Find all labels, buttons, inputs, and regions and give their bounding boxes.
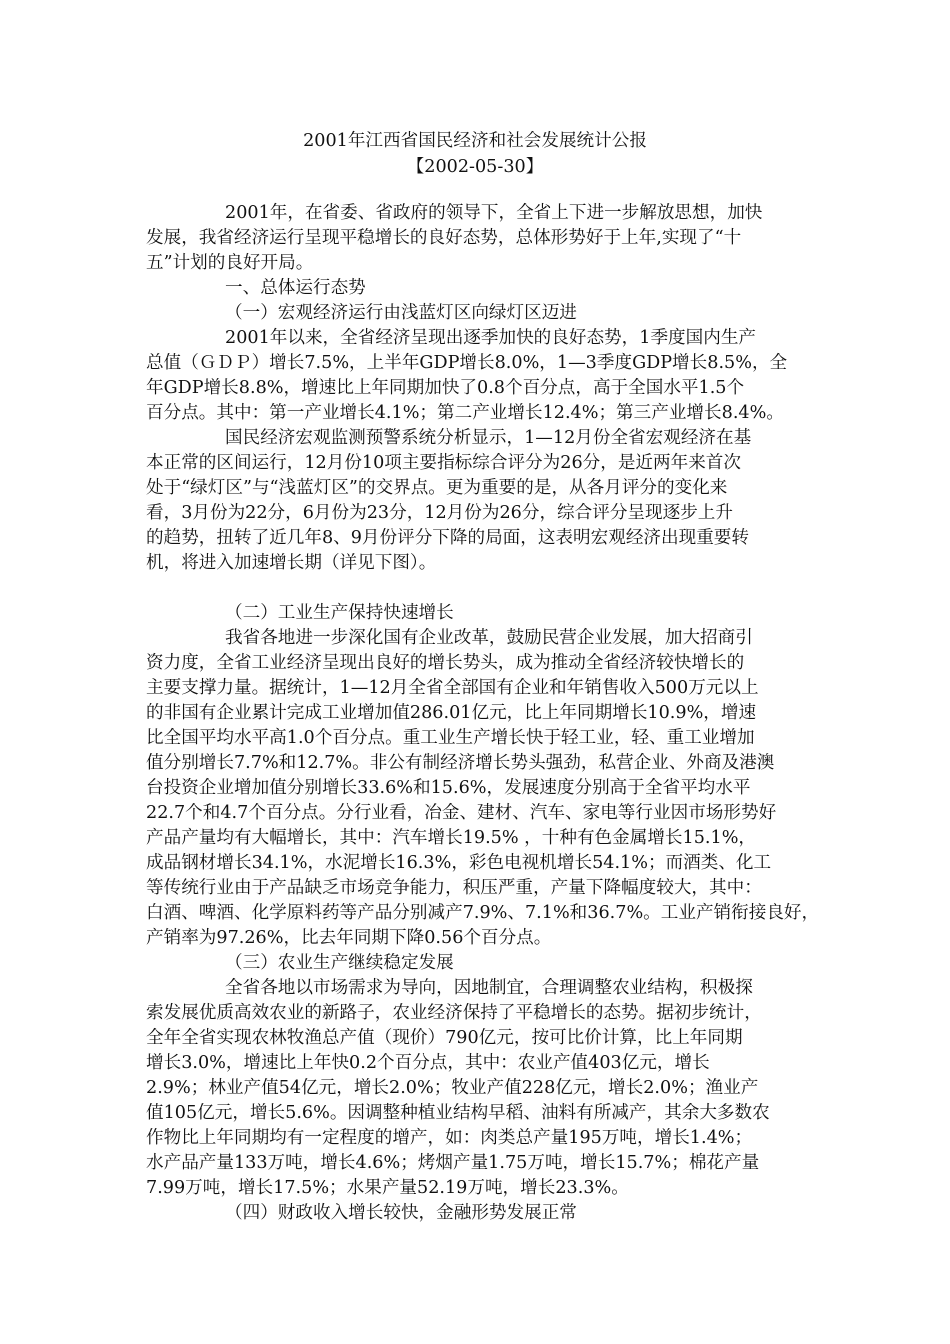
paragraph-line: 总值（ＧＤＰ）增长7.5%，上半年GDP增长8.0%，1—3季度GDP增长8.5%，全 bbox=[146, 353, 788, 373]
paragraph-line: 台投资企业增加值分别增长33.6%和15.6%，发展速度分别高于全省平均水平 bbox=[146, 778, 751, 798]
paragraph-line: 值分别增长7.7%和12.7%。非公有制经济增长势头强劲，私营企业、外商及港澳 bbox=[146, 753, 775, 773]
paragraph-line: 2001年以来，全省经济呈现出逐季加快的良好态势，1季度国内生产 bbox=[225, 328, 757, 348]
paragraph-line: 白酒、啤酒、化学原料药等产品分别减产7.9%、7.1%和36.7%。工业产销衔接良好， bbox=[146, 903, 820, 923]
section-heading: 一、总体运行态势 bbox=[225, 278, 366, 298]
paragraph-line: 我省各地进一步深化国有企业改革，鼓励民营企业发展，加大招商引 bbox=[225, 628, 753, 648]
publish-date: 【2002-05-30】 bbox=[406, 157, 544, 177]
paragraph-line: 五”计划的良好开局。 bbox=[146, 253, 314, 273]
paragraph-line: 本正常的区间运行，12月份10项主要指标综合评分为26分，是近两年来首次 bbox=[146, 453, 741, 473]
section-heading: （三）农业生产继续稳定发展 bbox=[225, 953, 454, 973]
paragraph-line: 2.9%；林业产值54亿元，增长2.0%；牧业产值228亿元，增长2.0%；渔业产 bbox=[146, 1078, 759, 1098]
paragraph-line: 处于“绿灯区”与“浅蓝灯区”的交界点。更为重要的是，从各月评分的变化来 bbox=[146, 478, 728, 498]
paragraph-line: 机，将进入加速增长期（详见下图）。 bbox=[146, 553, 437, 573]
paragraph-line: 全年全省实现农林牧渔总产值（现价）790亿元，按可比价计算，比上年同期 bbox=[146, 1028, 743, 1048]
paragraph-line: 7.99万吨，增长17.5%；水果产量52.19万吨，增长23.3%。 bbox=[146, 1178, 629, 1198]
paragraph-line: 看，3月份为22分，6月份为23分，12月份为26分，综合评分呈现逐步上升 bbox=[146, 503, 733, 523]
section-heading: （二）工业生产保持快速增长 bbox=[225, 603, 454, 623]
section-heading: （一）宏观经济运行由浅蓝灯区向绿灯区迈进 bbox=[225, 303, 577, 323]
paragraph-line: 年GDP增长8.8%，增速比上年同期加快了0.8个百分点，高于全国水平1.5个 bbox=[146, 378, 745, 398]
paragraph-line: 发展，我省经济运行呈现平稳增长的良好态势，总体形势好于上年,实现了“十 bbox=[146, 228, 742, 248]
paragraph-line: 产销率为97.26%，比去年同期下降0.56个百分点。 bbox=[146, 928, 552, 948]
paragraph-line: 国民经济宏观监测预警系统分析显示，1—12月份全省宏观经济在基 bbox=[225, 428, 752, 448]
paragraph-line: 比全国平均水平高1.0个百分点。重工业生产增长快于轻工业，轻、重工业增加 bbox=[146, 728, 755, 748]
section-heading: （四）财政收入增长较快，金融形势发展正常 bbox=[225, 1203, 577, 1223]
paragraph-line: 索发展优质高效农业的新路子，农业经济保持了平稳增长的态势。据初步统计， bbox=[146, 1003, 762, 1023]
paragraph-line: 的趋势，扭转了近几年8、9月份评分下降的局面，这表明宏观经济出现重要转 bbox=[146, 528, 749, 548]
paragraph-line: 百分点。其中：第一产业增长4.1%；第二产业增长12.4%；第三产业增长8.4%。 bbox=[146, 403, 784, 423]
paragraph-line: 增长3.0%，增速比上年快0.2个百分点，其中：农业产值403亿元，增长 bbox=[146, 1053, 710, 1073]
paragraph-line: 作物比上年同期均有一定程度的增产，如：肉类总产量195万吨，增长1.4%； bbox=[146, 1128, 753, 1148]
paragraph-line: 资力度，全省工业经济呈现出良好的增长势头，成为推动全省经济较快增长的 bbox=[146, 653, 745, 673]
paragraph-line: 产品产量均有大幅增长，其中：汽车增长19.5% ，十种有色金属增长15.1%， bbox=[146, 828, 757, 848]
paragraph-line: 成品钢材增长34.1%，水泥增长16.3%，彩色电视机增长54.1%；而酒类、化工 bbox=[146, 853, 772, 873]
paragraph-line: 2001年，在省委、省政府的领导下，全省上下进一步解放思想，加快 bbox=[225, 203, 763, 223]
paragraph-line: 水产品产量133万吨，增长4.6%；烤烟产量1.75万吨，增长15.7%；棉花产量 bbox=[146, 1153, 760, 1173]
paragraph-line: 主要支撑力量。据统计，1—12月全省全部国有企业和年销售收入500万元以上 bbox=[146, 678, 759, 698]
paragraph-line: 22.7个和4.7个百分点。分行业看，冶金、建材、汽车、家电等行业因市场形势好 bbox=[146, 803, 777, 823]
document-title: 2001年江西省国民经济和社会发展统计公报 bbox=[303, 131, 647, 151]
paragraph-line: 值105亿元，增长5.6%。因调整种植业结构早稻、油料有所减产，其余大多数农 bbox=[146, 1103, 770, 1123]
paragraph-line: 等传统行业由于产品缺乏市场竞争能力，积压严重，产量下降幅度较大，其中： bbox=[146, 878, 762, 898]
paragraph-line: 的非国有企业累计完成工业增加值286.01亿元，比上年同期增长10.9%，增速 bbox=[146, 703, 757, 723]
paragraph-line: 全省各地以市场需求为导向，因地制宜，合理调整农业结构，积极探 bbox=[225, 978, 753, 998]
